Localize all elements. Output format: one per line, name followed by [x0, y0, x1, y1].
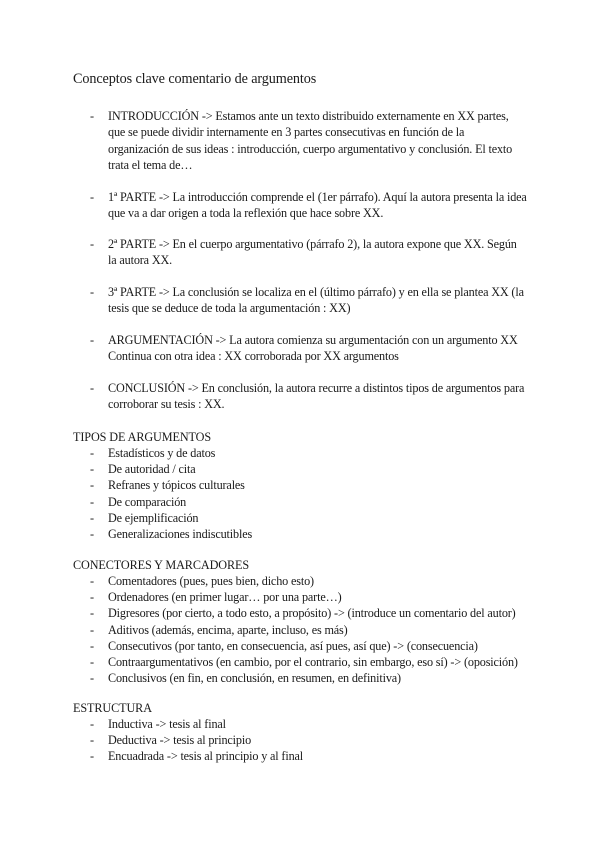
- bullet-dash: -: [90, 446, 94, 460]
- list-item: [90, 622, 518, 638]
- concept-text: CONCLUSIÓN -> En conclusión, la autora recurre a distintos tipos de argumentos para corroborar su tesis : XX.: [108, 381, 525, 412]
- list-item-text: Inductiva -> tesis al final: [108, 717, 226, 731]
- list-item-text: Contraargumentativos (en cambio, por el contrario, sin embargo, eso sí) -> (oposición): [108, 655, 518, 670]
- bullet-dash: -: [90, 237, 94, 251]
- list-tipos: [90, 445, 253, 542]
- list-item-text: Encuadrada -> tesis al principio y al final: [108, 749, 304, 764]
- list-item: [90, 748, 304, 764]
- concept-conclusion: [90, 380, 528, 413]
- bullet-dash: -: [90, 190, 94, 204]
- bullet-dash: -: [90, 478, 94, 493]
- list-item-text: Consecutivos (por tanto, en consecuencia, así pues, así que) -> (consecuencia): [108, 638, 478, 653]
- list-item-text: De autoridad / cita: [108, 462, 196, 477]
- document-title: Conceptos clave comentario de argumentos: [73, 71, 317, 87]
- bullet-dash: -: [90, 109, 94, 123]
- bullet-dash: -: [90, 510, 94, 525]
- bullet-dash: -: [90, 462, 94, 477]
- bullet-dash: -: [90, 590, 94, 605]
- list-item-text: Digresores (por cierto, a todo esto, a propósito) -> (introduce un comentario del autor): [108, 606, 516, 621]
- concept-text: 1ª PARTE -> La introducción comprende el (1er párrafo). Aquí la autora presenta la idea que va a dar origen a toda la reflexión que hace sobre XX.: [108, 190, 527, 221]
- list-item: [90, 670, 518, 686]
- list-item-text: Generalizaciones indiscutibles: [108, 527, 253, 542]
- concept-text: INTRODUCCIÓN -> Estamos ante un texto distribuido externamente en XX partes, que se puede dividir internamente en 3 partes consecutivas en función de la organización de sus ideas : introducción, cuerpo argumentativo y conclusión. El texto trata el tema de…: [108, 109, 513, 172]
- bullet-dash: -: [90, 733, 94, 748]
- list-item: [90, 654, 518, 670]
- list-conectores: [90, 573, 518, 686]
- list-item-text: Estadísticos y de datos: [108, 446, 216, 460]
- list-item: [90, 494, 252, 510]
- list-item-text: Refranes y tópicos culturales: [108, 478, 245, 493]
- concept-argumentacion: [90, 332, 528, 365]
- concept-text: 3ª PARTE -> La conclusión se localiza en el (último párrafo) y en ella se plantea XX (la tesis que se deduce de toda la argumentación : XX): [108, 285, 524, 316]
- concept-text: 2ª PARTE -> En el cuerpo argumentativo (párrafo 2), la autora expone que XX. Según la autora XX.: [108, 237, 517, 268]
- list-item: [90, 605, 518, 621]
- concept-text: ARGUMENTACIÓN -> La autora comienza su argumentación con un argumento XX Continua con otra idea : XX corroborada por XX argumentos: [108, 333, 518, 364]
- bullet-dash: -: [90, 333, 94, 347]
- list-item: [90, 461, 252, 477]
- list-item-text: Deductiva -> tesis al principio: [108, 733, 252, 748]
- list-item: [90, 573, 518, 589]
- bullet-dash: -: [90, 285, 94, 299]
- list-item: [90, 445, 252, 461]
- bullet-dash: -: [90, 574, 94, 588]
- bullet-dash: -: [90, 381, 94, 395]
- section-heading-conectores: CONECTORES Y MARCADORES: [73, 558, 250, 572]
- bullet-dash: -: [90, 527, 94, 542]
- list-item-text: De ejemplificación: [108, 510, 199, 525]
- list-item: [90, 510, 252, 526]
- bullet-dash: -: [90, 638, 94, 653]
- list-item: [90, 589, 518, 605]
- bullet-dash: -: [90, 717, 94, 731]
- list-item-text: Aditivos (además, encima, aparte, incluso, es más): [108, 622, 348, 637]
- section-heading-estructura: ESTRUCTURA: [73, 701, 152, 715]
- concept-segunda-parte: [90, 236, 528, 269]
- list-item-text: Ordenadores (en primer lugar… por una parte…): [108, 590, 342, 605]
- bullet-dash: -: [90, 749, 94, 764]
- list-item-text: Comentadores (pues, pues bien, dicho esto): [108, 574, 314, 588]
- list-estructura: [90, 716, 304, 765]
- list-item: [90, 477, 252, 493]
- list-item: [90, 638, 518, 654]
- section-heading-tipos: TIPOS DE ARGUMENTOS: [73, 430, 212, 444]
- list-item-text: Conclusivos (en fin, en conclusión, en resumen, en definitiva): [108, 671, 401, 686]
- bullet-dash: -: [90, 671, 94, 686]
- bullet-dash: -: [90, 606, 94, 621]
- list-item: [90, 716, 303, 732]
- list-item: [90, 526, 253, 542]
- list-item-text: De comparación: [108, 494, 187, 509]
- concept-introduccion: [90, 108, 528, 173]
- concept-primera-parte: [90, 189, 528, 222]
- bullet-dash: -: [90, 622, 94, 637]
- list-item: [90, 732, 303, 748]
- concept-tercera-parte: [90, 284, 528, 317]
- bullet-dash: -: [90, 494, 94, 509]
- bullet-dash: -: [90, 655, 94, 670]
